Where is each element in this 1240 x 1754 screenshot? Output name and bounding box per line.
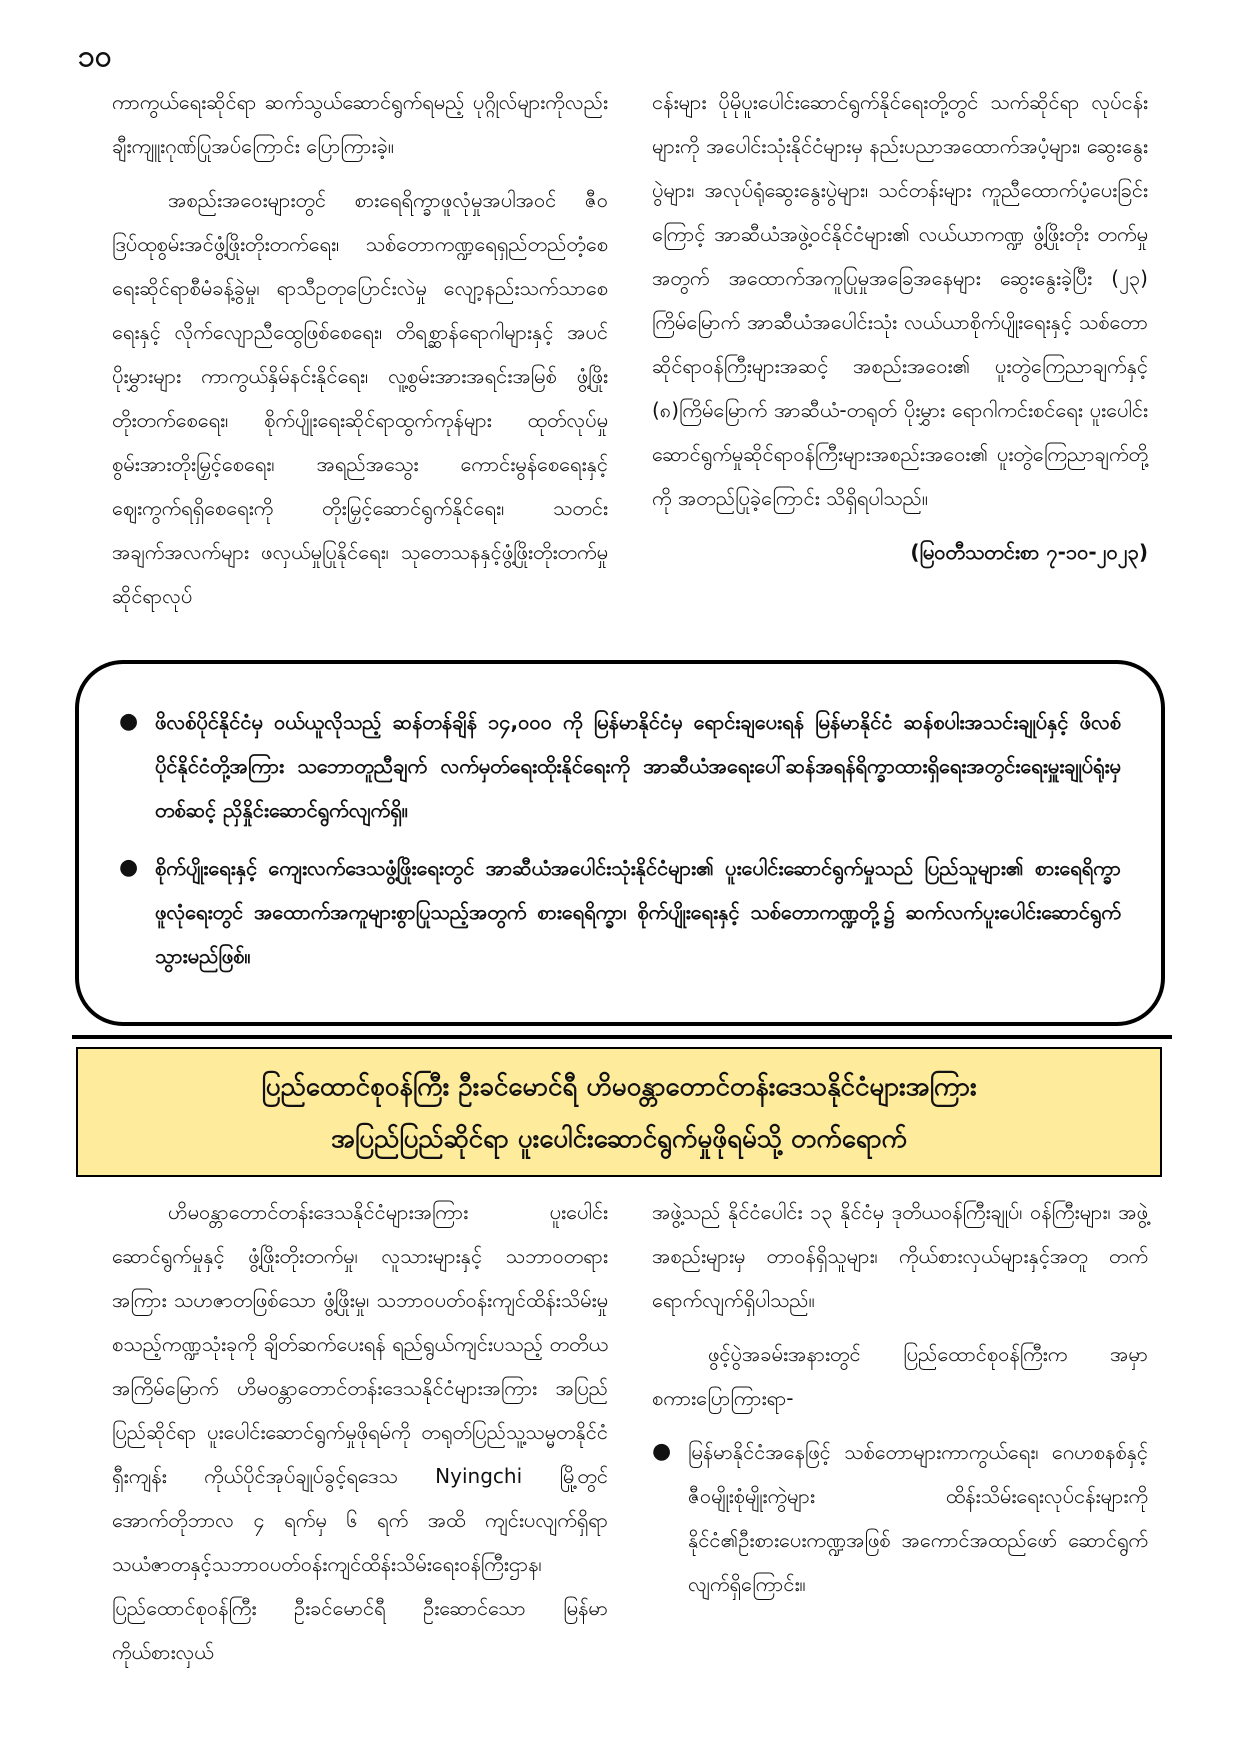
paragraph: ဟိမဝန္တာတောင်တန်းဒေသနိုင်ငံများအကြား ပူးပေါင်းဆောင်ရွက်မှုနှင့် ဖွံ့ဖြိုးတိုးတက်မှု၊ လူသားများနှင့် သဘာဝတရားအကြား သဟဇာတဖြစ်သော ဖွံ့ဖြိုးမှု၊ သဘာဝပတ်ဝန်းကျင်ထိန်းသိမ်းမှု စသည့်ကဏ္ဍသုံးခုကို ချိတ်ဆက်ပေးရန် ရည်ရွယ်ကျင်းပသည့် တတိယအကြိမ်မြောက် ဟိမဝန္တာတောင်တန်းဒေသနိုင်ငံများအကြား အပြည်ပြည်ဆိုင်ရာ ပူးပေါင်းဆောင်ရွက်မှုဖိုရမ်ကို တရုတ်ပြည်သူ့သမ္မတနိုင်ငံ ရှီးကျန်း ကိုယ်ပိုင်အုပ်ချုပ်ခွင့်ရဒေသ Nyingchi မြို့တွင် အောက်တိုဘာလ ၄ ရက်မှ ၆ ရက် အထိ ကျင်းပလျက်ရှိရာ သယံဇာတနှင့်သဘာဝပတ်ဝန်းကျင်ထိန်းသိမ်းရေးဝန်ကြီးဌာန၊ ပြည်ထောင်စုဝန်ကြီး ဦးခင်မောင်ရီ ဦးဆောင်သော မြန်မာကိုယ်စားလှယ် — [112, 1200, 608, 1664]
bottom-right-column — [652, 1190, 1148, 1606]
headline-banner — [76, 1047, 1162, 1177]
source-citation: (မြဝတီသတင်းစာ ၇-၁၀-၂၀၂၃) — [910, 540, 1148, 564]
bullet-icon: ● — [119, 709, 139, 734]
top-left-column — [112, 80, 608, 628]
highlight-text: စိုက်ပျိုးရေးနှင့် ကျေးလက်ဒေသဖွံ့ဖြိုးရေးတွင် အာဆီယံအပေါင်းသုံးနိုင်ငံများ၏ ပူးပေါင်းဆောင်ရွက်မှုသည် ပြည်သူများ၏ စားရေရိက္ခာဖူလုံရေးတွင် အထောက်အကူများစွာပြုသည့်အတွက် စားရေရိက္ခာ၊ စိုက်ပျိုးရေးနှင့် သစ်တောကဏ္ဍတို့၌ ဆက်လက်ပူးပေါင်းဆောင်ရွက်သွားမည်ဖြစ်။ — [155, 856, 1121, 968]
paragraph: ငန်းများ ပိုမိုပူးပေါင်းဆောင်ရွက်နိုင်ရေးတို့တွင် သက်ဆိုင်ရာ လုပ်ငန်းများကို အပေါင်းသုံးနိုင်ငံများမှ နည်းပညာအထောက်အပံ့များ၊ ဆွေးနွေးပွဲများ၊ အလုပ်ရုံဆွေးနွေးပွဲများ၊ သင်တန်းများ ကူညီထောက်ပံ့ပေးခြင်းကြောင့် အာဆီယံအဖွဲ့ဝင်နိုင်ငံများ၏ လယ်ယာကဏ္ဍ ဖွံ့ဖြိုးတိုး တက်မှုအတွက် အထောက်အကူပြုမှုအခြေအနေများ ဆွေးနွေးခဲ့ပြီး (၂၃) ကြိမ်မြောက် အာဆီယံအပေါင်းသုံး လယ်ယာစိုက်ပျိုးရေးနှင့် သစ်တောဆိုင်ရာဝန်ကြီးများအဆင့် အစည်းအဝေး၏ ပူးတွဲကြေညာချက်နှင့် (၈)ကြိမ်မြောက် အာဆီယံ-တရုတ် ပိုးမွှား ရောဂါကင်းစင်ရေး ပူးပေါင်းဆောင်ရွက်မှုဆိုင်ရာဝန်ကြီးများအစည်းအဝေး၏ ပူးတွဲကြေညာချက်တို့ကို အတည်ပြုခဲ့ကြောင်း သိရှိရပါသည်။ — [652, 90, 1148, 510]
list-item — [652, 1430, 1148, 1606]
highlight-item — [119, 700, 1121, 832]
list-item-text: မြန်မာနိုင်ငံအနေဖြင့် သစ်တောများကာကွယ်ရေး၊ ဂေဟစနစ်နှင့် ဇီဝမျိုးစုံမျိုးကွဲများ ထိန်းသိမ်းရေးလုပ်ငန်းများကို နိုင်ငံ၏ဦးစားပေးကဏ္ဍအဖြစ် အကောင်အထည်ဖော် ဆောင်ရွက်လျက်ရှိကြောင်း။ — [688, 1440, 1148, 1596]
bullet-icon: ● — [119, 855, 139, 880]
top-right-column — [652, 80, 1148, 574]
bottom-left-column — [112, 1190, 608, 1684]
highlight-box — [75, 660, 1165, 1026]
paragraph: အစည်းအဝေးများတွင် စားရေရိက္ခာဖူလုံမှုအပါအဝင် ဇီဝဒြပ်ထုစွမ်းအင်ဖွံ့ဖြိုးတိုးတက်ရေး၊ သစ်တောကဏ္ဍရေရှည်တည်တံ့စေရေးဆိုင်ရာစီမံခန့်ခွဲမှု၊ ရာသီဥတုပြောင်းလဲမှု လျော့နည်းသက်သာစေရေးနှင့် လိုက်လျောညီထွေဖြစ်စေရေး၊ တိရစ္ဆာန်ရောဂါများနှင့် အပင်ပိုးမွှားများ ကာကွယ်နှိမ်နင်းနိုင်ရေး၊ လူ့စွမ်းအားအရင်းအမြစ် ဖွံ့ဖြိုးတိုးတက်စေရေး၊ စိုက်ပျိုးရေးဆိုင်ရာထွက်ကုန်များ ထုတ်လုပ်မှုစွမ်းအားတိုးမြှင့်စေရေး၊ အရည်အသွေး ကောင်းမွန်စေရေးနှင့် ဈေးကွက်ရရှိစေရေးကို တိုးမြှင့်ဆောင်ရွက်နိုင်ရေး၊ သတင်းအချက်အလက်များ ဖလှယ်မှုပြုနိုင်ရေး၊ သုတေသနနှင့်ဖွံ့ဖြိုးတိုးတက်မှုဆိုင်ရာလုပ် — [112, 188, 608, 608]
page-number: ၁၀ — [78, 39, 112, 74]
paragraph: ဖွင့်ပွဲအခမ်းအနားတွင် ပြည်ထောင်စုဝန်ကြီးက အမှာ စကားပြောကြားရာ- — [652, 1342, 1148, 1410]
paragraph: ကာကွယ်ရေးဆိုင်ရာ ဆက်သွယ်ဆောင်ရွက်ရမည့် ပုဂ္ဂိုလ်များကိုလည်း ချီးကျူးဂုဏ်ပြုအပ်ကြောင်း ပြောကြားခဲ့။ — [112, 90, 608, 158]
headline-line-1: ပြည်ထောင်စုဝန်ကြီး ဦးခင်မောင်ရီ ဟိမဝန္တာတောင်တန်းဒေသနိုင်ငံများအကြား — [261, 1072, 977, 1102]
section-divider — [72, 1035, 1172, 1039]
headline-line-2: အပြည်ပြည်ဆိုင်ရာ ပူးပေါင်းဆောင်ရွက်မှုဖိုရမ်သို့ တက်ရောက် — [331, 1124, 907, 1154]
highlight-item — [119, 846, 1121, 978]
highlight-text: ဖိလစ်ပိုင်နိုင်ငံမှ ဝယ်ယူလိုသည့် ဆန်တန်ချိန် ၁၄,၀၀၀ ကို မြန်မာနိုင်ငံမှ ရောင်းချပေးရန် မြန်မာနိုင်ငံ ဆန်စပါးအသင်းချုပ်နှင့် ဖိလစ်ပိုင်နိုင်ငံတို့အကြား သဘောတူညီချက် လက်မှတ်ရေးထိုးနိုင်ရေးကို အာဆီယံအရေးပေါ်ဆန်အရန်ရိက္ခာထားရှိရေးအတွင်းရေးမှူးချုပ်ရုံးမှတစ်ဆင့် ညှိနှိုင်းဆောင်ရွက်လျက်ရှိ။ — [155, 710, 1121, 822]
bullet-icon: ● — [652, 1439, 672, 1464]
paragraph: အဖွဲ့သည် နိုင်ငံပေါင်း ၁၃ နိုင်ငံမှ ဒုတိယဝန်ကြီးချုပ်၊ ဝန်ကြီးများ၊ အဖွဲ့အစည်းများမှ တာဝန်ရှိသူများ၊ ကိုယ်စားလှယ်များနှင့်အတူ တက်ရောက်လျက်ရှိပါသည်။ — [652, 1200, 1148, 1312]
